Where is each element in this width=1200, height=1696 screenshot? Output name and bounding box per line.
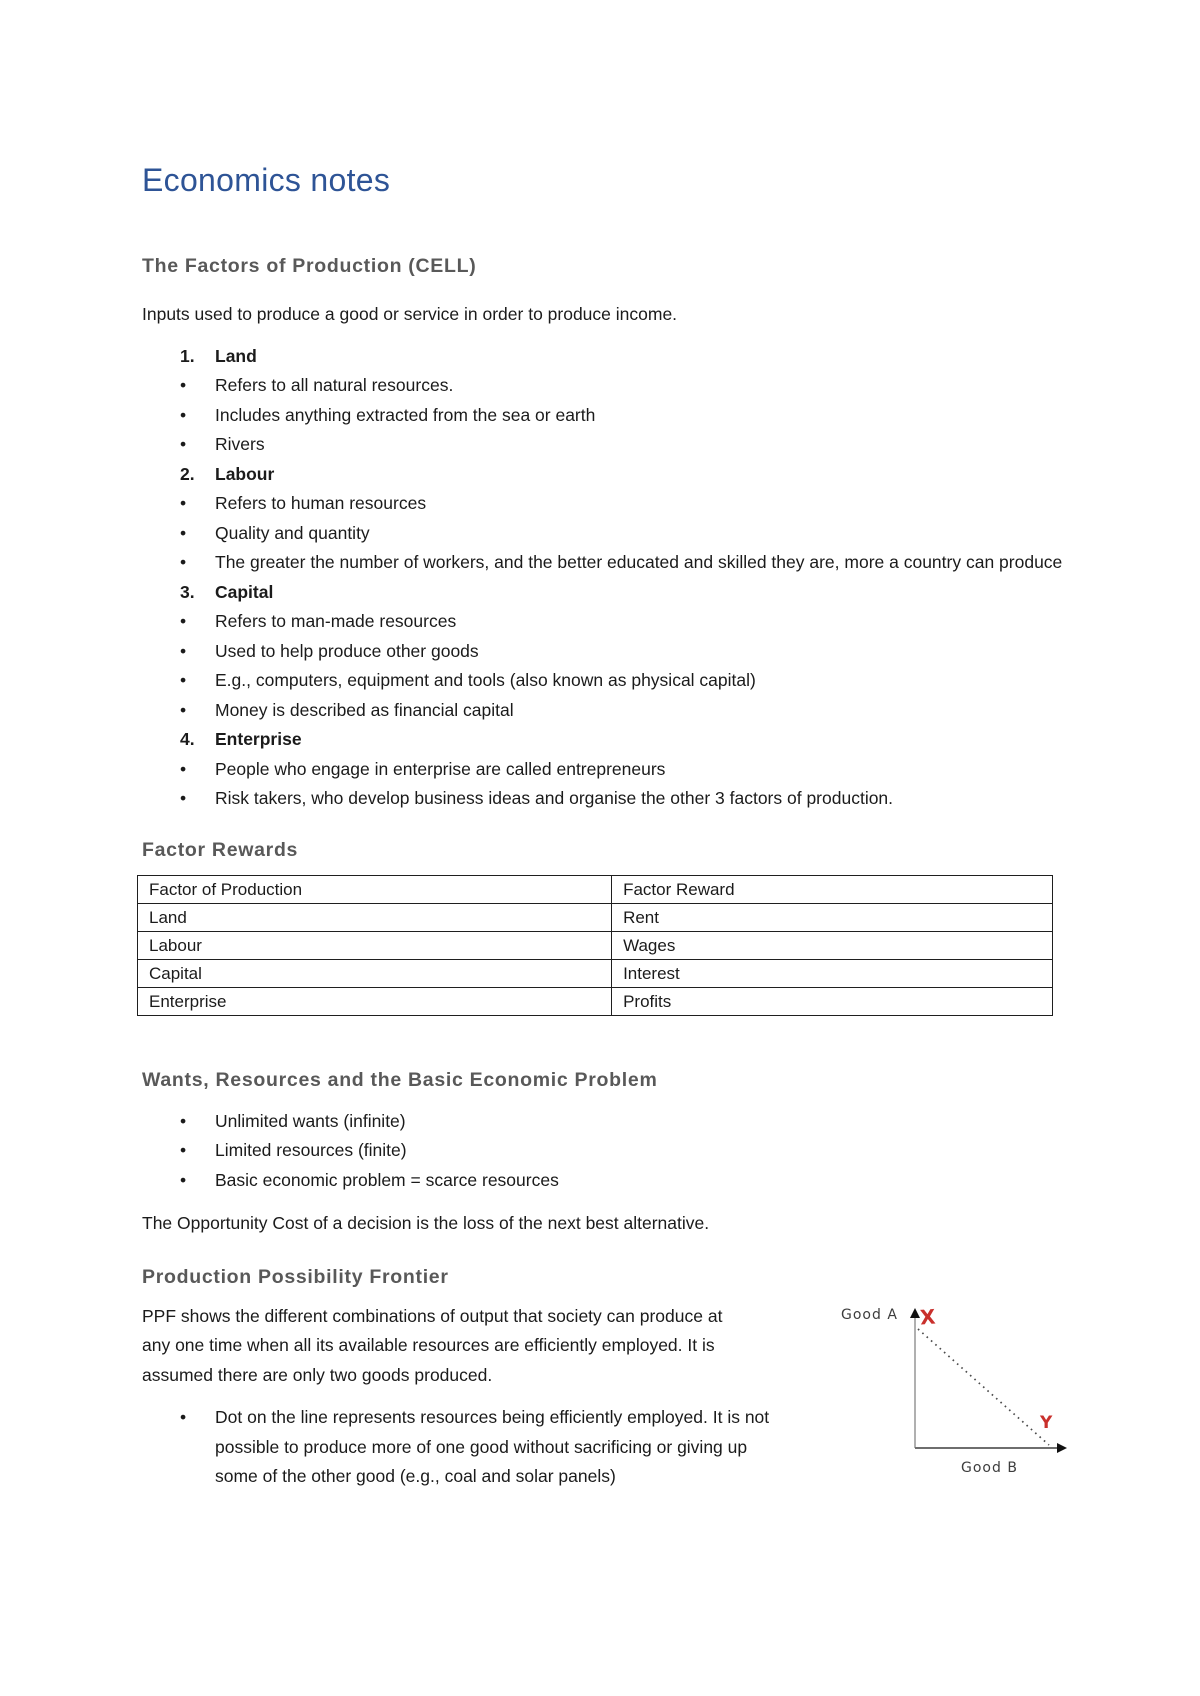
wants-list (142, 1107, 1080, 1196)
table-row (138, 959, 1053, 987)
section-heading-ppf: Production Possibility Frontier (142, 1265, 449, 1288)
list-item (142, 489, 1080, 519)
ppf-axes (828, 1303, 1080, 1493)
bullet-icon: • (180, 1407, 187, 1427)
list-item-text: Enterprise (215, 729, 302, 749)
table-cell: Labour (138, 931, 612, 959)
factor-rewards-table (137, 875, 1053, 1016)
list-number: 3. (180, 581, 195, 602)
ppf-intro-paragraph: PPF shows the different combinations of output that society can produce at any one time when all its available resources are efficiently employed. It is assumed there are only two goods produced. (142, 1305, 723, 1385)
list-item-text: Rivers (215, 434, 265, 454)
list-item-text: Includes anything extracted from the sea or earth (215, 404, 596, 425)
list-item (142, 607, 1080, 637)
list-number: 2. (180, 463, 195, 484)
list-number: 4. (180, 729, 195, 749)
list-item-text: Quality and quantity (215, 522, 370, 543)
factors-list (142, 342, 1080, 814)
list-item (142, 666, 1080, 696)
list-item-text: Labour (215, 463, 275, 484)
list-item (142, 578, 1080, 608)
table-cell: Wages (612, 931, 1053, 959)
page-title: Economics notes (142, 162, 391, 198)
section-heading-wants-resources: Wants, Resources and the Basic Economic Problem (142, 1068, 658, 1091)
list-item (142, 460, 1080, 490)
list-item-text: The greater the number of workers, and the better educated and skilled they are, more a country can produce (215, 552, 1063, 572)
section-heading-factors-of-production: The Factors of Production (CELL) (142, 255, 477, 277)
table-row (138, 987, 1053, 1015)
table-cell: Rent (612, 903, 1053, 931)
list-item (142, 637, 1080, 667)
section-heading-factor-rewards: Factor Rewards (142, 838, 299, 861)
list-item-text: Limited resources (finite) (215, 1140, 407, 1160)
list-item (142, 430, 1080, 460)
table-header-row (138, 875, 1053, 903)
list-number: 1. (180, 345, 195, 366)
good-b-axis-label: Good B (961, 1460, 1018, 1476)
factors-intro-paragraph: Inputs used to produce a good or service in order to produce income. (142, 304, 678, 324)
bullet-icon: • (180, 1140, 187, 1160)
bullet-icon: • (180, 699, 187, 720)
bullet-icon: • (180, 1110, 187, 1131)
good-a-axis-label: Good A (841, 1307, 898, 1323)
table-cell: Land (138, 903, 612, 931)
list-item-text: Refers to all natural resources. (215, 375, 454, 395)
table-cell: Capital (138, 959, 612, 987)
bullet-icon: • (180, 670, 187, 690)
bullet-icon: • (180, 788, 187, 808)
bullet-icon: • (180, 758, 187, 779)
list-item-text: Land (215, 345, 257, 366)
list-item (142, 784, 1080, 814)
bullet-icon: • (180, 522, 187, 543)
point-x-label: X (919, 1304, 937, 1330)
right-arrow-icon (1057, 1443, 1067, 1453)
list-item (142, 696, 1080, 726)
list-item-text: Money is described as financial capital (215, 699, 514, 720)
list-item (142, 519, 1080, 549)
list-item-text: Refers to man-made resources (215, 611, 457, 631)
list-item-text: Basic economic problem = scarce resources (215, 1169, 559, 1190)
point-y-label: Y (1040, 1413, 1053, 1433)
list-item (142, 725, 1080, 755)
table-cell: Profits (612, 987, 1053, 1015)
table-row (138, 931, 1053, 959)
list-item (142, 755, 1080, 785)
bullet-icon: • (180, 375, 187, 395)
list-item-text: Risk takers, who develop business ideas and organise the other 3 factors of production. (215, 788, 894, 808)
opportunity-cost-paragraph: The Opportunity Cost of a decision is the loss of the next best alternative. (142, 1213, 710, 1233)
list-item-text: Used to help produce other goods (215, 640, 479, 661)
list-item (142, 1136, 1080, 1166)
list-item (142, 342, 1080, 372)
table-header-cell: Factor Reward (612, 875, 1053, 903)
list-item-text: Refers to human resources (215, 493, 427, 513)
table-row (138, 903, 1053, 931)
ppf-chart (828, 1303, 1080, 1493)
list-item-text: Unlimited wants (infinite) (215, 1110, 406, 1131)
bullet-icon: • (180, 1169, 187, 1190)
list-item-text: People who engage in enterprise are called entrepreneurs (215, 758, 666, 779)
bullet-icon: • (180, 611, 187, 631)
ppf-dotted-line (918, 1329, 1049, 1445)
list-item (142, 548, 1080, 578)
bullet-icon: • (180, 493, 187, 513)
table-header-cell: Factor of Production (138, 875, 612, 903)
list-item (142, 401, 1080, 431)
list-item (142, 1107, 1080, 1137)
bullet-icon: • (180, 434, 187, 454)
table-cell: Enterprise (138, 987, 612, 1015)
list-item-text: E.g., computers, equipment and tools (also known as physical capital) (215, 670, 756, 690)
bullet-icon: • (180, 640, 187, 661)
bullet-icon: • (180, 552, 187, 572)
bullet-icon: • (180, 404, 187, 425)
list-item-text: Dot on the line represents resources being efficiently employed. It is not possible to produce more of one good without sacrificing or giving up some of the other good (e.g., coal and solar panels) (215, 1407, 770, 1486)
table-cell: Interest (612, 959, 1053, 987)
list-item-text: Capital (215, 581, 274, 602)
list-item (142, 1166, 1080, 1196)
list-item (142, 371, 1080, 401)
